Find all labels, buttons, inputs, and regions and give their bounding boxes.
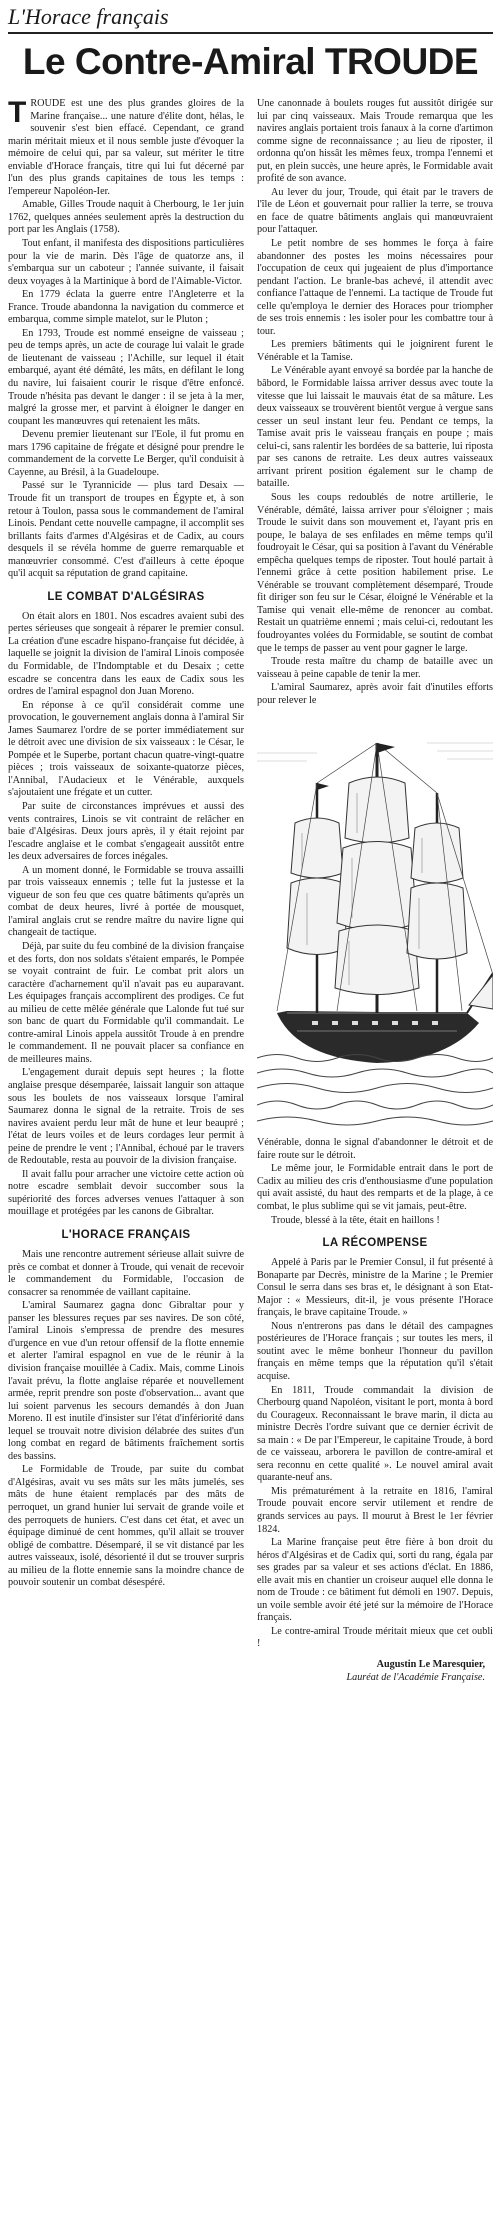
rubric-rule xyxy=(8,32,493,34)
subheading-combat: LE COMBAT D'ALGÉSIRAS xyxy=(47,590,205,603)
paragraph: Une canonnade à boulets rouges fut aussitôt dirigée sur lui par cinq vaisseaux. Mais Troude remarqua que les navires anglais portaient trois fanaux à la corne d'artimon comme signe de reconnaissance ; au lieu de riposter, il ordonna qu'on hissât les mêmes feux, trompa l'ennemi et put, en plein succès, une heure après, le Formidable avait profité de son avance. xyxy=(257,98,493,185)
three-masted-sailing-ship-icon xyxy=(257,713,493,1133)
paragraph: Le Vénérable ayant envoyé sa bordée par la hanche de bâbord, le Formidable laissa arriver dessus avec toute la vitesse que lui laissait le mauvais état de sa mâture. Les deux vaisseaux se trouvèrent bientôt vergue à vergue sans cesser un seul instant leur feu. Pendant ce temps, la Tamise avait pris le vaisseau français en poupe ; mais celui-ci, sans ralentir les bordées de sa batterie, lui riposta par ses canons de retraite. Les deux autres vaisseaux arrivant prirent position également sur le champ de bataille. xyxy=(257,365,493,490)
paragraph: Passé sur le Tyrannicide — plus tard Desaix — Troude fit un transport de troupes en Égypte et, à son retour à Toulon, passa sous le commandement de l'amiral Linois. Pendant cette nouvelle campagne, il accomplit ses brillants faits d'armes d'Algésiras et de Cadix, au cours desquels il se révéla homme de guerre remarquable et manœuvrier consommé. C'est d'ailleurs à cette époque qu'il acquit sa réputation de grand capitaine. xyxy=(8,480,244,580)
paragraph: L'amiral Saumarez, après avoir fait d'inutiles efforts pour relever le xyxy=(257,682,493,706)
author-signature xyxy=(257,1659,493,1684)
ship-engraving xyxy=(257,713,493,1133)
paragraph: Amable, Gilles Troude naquit à Cherbourg, le 1er juin 1762, quelques années seulement après la destruction du port par les Anglais (1758). xyxy=(8,199,244,236)
paragraph: En réponse à ce qu'il considérait comme une provocation, le gouvernement anglais donna à l'amiral Sir James Saumarez l'ordre de se porter immédiatement sur le détroit avec une division de six vaisseaux : le César, le Pompée et le Superbe, portant chacun quatre-vingt-quatre pièces ; trois vaisseaux de soixante-quatorze pièces, l'Annibal, l'Audacieux et le Vénérable, auxquels s'ajoutaient une frégate et un cutter. xyxy=(8,699,244,799)
subheading-recompense: LA RÉCOMPENSE xyxy=(322,1237,428,1250)
paragraph: Déjà, par suite du feu combiné de la division française et des forts, don nos soldats s'étaient emparés, le Pompée se voyait contraint de fuir. Le combat prit alors un caractère d'acharnement qu'il n'avait pas eu auparavant. Les équipages français accomplirent des prodiges. Ce fut au milieu de cette mêlée générale que Lalonde fut tué sur son banc de quart du Formidable qu'il commandait. Le contre-amiral Linois appela aussitôt Troude à en prendre le commandement. Il ne pouvait placer sa confiance en de meilleures mains. xyxy=(8,941,244,1065)
section-rubric: L'Horace français xyxy=(8,4,169,29)
paragraph: Par suite de circonstances imprévues et aussi des vents contraires, Linois se vit contraint de relâcher en baie d'Algésiras. Deux jours après, il y était rejoint par l'escadre anglaise et le combat s'engageait aussitôt entre les deux adversaires de forces inégales. xyxy=(8,800,244,863)
paragraph: Nous n'entrerons pas dans le détail des campagnes postérieures de l'Horace français ; sur toutes les mers, il soutint avec le même bonheur l'honneur du pavillon français en même temps que la réputation qu'il s'était acquise. xyxy=(257,1320,493,1382)
paragraph: L'amiral Saumarez gagna donc Gibraltar pour y panser les blessures reçues par ses navires. De son côté, l'amiral Linois s'empressa de prendre des mesures d'urgence en vue d'un retour offensif de la flotte ennemie et alerter l'amiral espagnol en vue de le réunir à la division française mouillée à Cadix. Mais, comme Linois l'avait prévu, la flotte anglaise réparée et nouvellement armée, reprit prendre son poste d'observation... avant que lui soient parvenus les secours demandés à don Juan Moreno. Il est inutile d'insister sur l'état d'infériorité dans lequel se trouvait notre division délabrée des suites d'un long combat en regard de bâtiments fraîchement sortis des bassins. xyxy=(8,1300,244,1462)
paragraph: En 1811, Troude commandait la division de Cherbourg quand Napoléon, visitant le port, monta à bord du Courageux. Reconnaissant le brave marin, il dicta au ministre Decrès l'ordre suivant que ce dernier écrivit de sa main : « De par l'Empereur, le capitaine Troude, à bord de ce vaisseau, arborera le pavillon de contre-amiral et sera reconnu en cette qualité ». Le nouvel amiral avait quarante-neuf ans. xyxy=(257,1384,493,1484)
subheading-horace: L'HORACE FRANÇAIS xyxy=(61,1229,191,1242)
paragraph: L'engagement durait depuis sept heures ; la flotte anglaise presque désemparée, laissait languir son attaque sous les boulets de nos vaisseaux lorsque l'amiral Saumarez donna le signal de la retraite. Trois de ses navires avaient perdu leur mât de hune et leur beaupré ; l'état de leurs voiles et de leurs cordages leur permit à peine de prendre le vent ; l'Annibal, échoué par le travers de Redoutable, resta au pouvoir de la division française. xyxy=(8,1067,244,1167)
paragraph: Mis prématurément à la retraite en 1816, l'amiral Troude pouvait encore servir utilement et rendre de grands services au pays. Il mourut à Brest le 1er février 1824. xyxy=(257,1485,493,1535)
drop-cap: T xyxy=(8,96,27,129)
paragraph: Vénérable, donna le signal d'abandonner le détroit et de faire route sur le détroit. xyxy=(257,1137,493,1161)
paragraph: En 1793, Troude est nommé enseigne de vaisseau ; peu de temps après, un acte de courage lui valait le grade de lieutenant de vaisseau ; l'Achille, sur lequel il était embarqué, ayant été démâté, les mâts, en défilant le long du navire, lui faisaient courir le risque d'être enfoncé. Troude n'hésita pas devant le danger : il se jeta à la mer, malgré la grosse mer, et parvint à éloigner le danger en coupant les manœuvres qui retenaient les mâts. xyxy=(8,327,244,427)
paragraph: Troude resta maître du champ de bataille avec un vaisseau à peine capable de tenir la mer. xyxy=(257,656,493,680)
author-title: Lauréat de l'Académie Française. xyxy=(346,1671,485,1683)
paragraph xyxy=(8,98,244,198)
paragraph: A un moment donné, le Formidable se trouva assailli par trois vaisseaux ennemis ; telle fut la justesse et la vigueur de son feu que ces quatre bâtiments qu'après un combat de deux heures, livré à portée de mousquet, l'amiral anglais crut se rendre maître du navire ligne qui changeait de tactique. xyxy=(8,864,244,939)
paragraph: En 1779 éclata la guerre entre l'Angleterre et la France. Troude abandonna la navigation du commerce et embarqua, comme simple matelot, sur le Pluton ; xyxy=(8,289,244,326)
article-column-right xyxy=(257,98,493,1684)
paragraph: Sous les coups redoublés de notre artillerie, le Vénérable, démâté, laissa arriver pour s'éloigner ; mais Troude le suivit dans son mouvement et, l'ayant pris en poupe, le balaya de ses enfilades en même temps qu'il foudroyait le César, qui sa position à l'avant du Vénérable empêcha quelques temps de riposter. Tout houlé partait à l'ennemi grâce à cette position habilement prise. Le Vénérable se trouvant complètement désemparé, Troude fit diriger son feu sur le César, éloigné le Vénérable et la Tamise qui venait elle-même de renoncer au combat. Restait un quatrième ennemi ; mais celui-ci, redoutant les foudroyantes volées du Formidable, se soutint de combat que le temps de passer au vent pour gagner le large. xyxy=(257,491,493,654)
paragraph: Mais une rencontre autrement sérieuse allait suivre de près ce combat et donner à Troude, qui venait de recevoir le commandement du Formidable, l'occasion de consacrer sa renommée de vaillant capitaine. xyxy=(8,1249,244,1298)
paragraph: Troude, blessé à la tête, était en haillons ! xyxy=(271,1214,440,1226)
paragraph: Il avait fallu pour arracher une victoire cette action où notre escadre semblait devoir succomber sous la supériorité des forces adverses venues l'attaquer à son mouillage et protégées par les canons de Gibraltar. xyxy=(8,1168,244,1218)
paragraph: Les premiers bâtiments qui le joignirent furent le Vénérable et la Tamise. xyxy=(257,339,493,363)
paragraph: Le contre-amiral Troude méritait mieux que cet oubli ! xyxy=(257,1625,493,1650)
article-column-left xyxy=(8,98,244,1591)
paragraph: On était alors en 1801. Nos escadres avaient subi des pertes sérieuses que songeait à réparer le premier consul. La création d'une escadre hispano-française fut décidée, à laquelle se joignit la division de l'amiral Linois composée du Formidable, de l'Indomptable et du Desaix ; cette escadre se concentra dans les eaux de Cadix sous les ordres de l'amiral espagnol don Juan Moreno. xyxy=(8,610,244,698)
paragraph-text: ROUDE est une des plus grandes gloires de la Marine française... une nature d'élite dont, hélas, le souvenir s'est bien effacé. Cependant, ce grand marin méritait mieux et il nous semble juste d'évoquer la mémoire de celui qui, par sa valeur, sut mériter le titre enviable d'Horace français, titre qui lui fut décerné par l'un des plus grands capitaines de tous les temps : l'empereur Napoléon-Ier. xyxy=(8,98,244,197)
paragraph: Devenu premier lieutenant sur l'Eole, il fut promu en mars 1796 capitaine de frégate et désigné pour prendre le commandement de la corvette Le Berger, qu'il conduisit à Cayenne, au Brésil, à la Guadeloupe. xyxy=(8,429,244,478)
paragraph: Le Formidable de Troude, par suite du combat d'Algésiras, avait vu ses mâts sur les mâts jumelés, ses mâts de hune étaient remplacés par des mâts de perroquet, un grand hunier lui servait de grande voile et des perroquets de huniers. C'est dans cet état, et avec un équipage diminué de cent hommes, qu'il allait se trouver obligé de combattre. Désemparé, il se vit distancé par les autres vaisseaux, isolé, désorienté il dut se trouver surpris au milieu de la flotte ennemie sans la moindre chance de pouvoir soutenir un combat désespéré. xyxy=(8,1464,244,1589)
paragraph: Tout enfant, il manifesta des dispositions particulières pour la vie de marin. Dès l'âge de quatorze ans, il s'embarqua sur un caboteur ; l'année suivante, il faisait deux voyages à la Martinique à bord de l'Aimable-Victor. xyxy=(8,238,244,287)
paragraph: Au lever du jour, Troude, qui était par le travers de l'île de Léon et gouvernait pour rallier la terre, se trouva en face de quatre bâtiments anglais qui manœuvraient pour l'attaquer. xyxy=(257,186,493,236)
paragraph: Appelé à Paris par le Premier Consul, il fut présenté à Bonaparte par Decrès, ministre de la Marine ; le Premier Consul le serra dans ses bras et, le désignant à son Etat-Major : « Messieurs, dit-il, je vous présente l'Horace français, le brave capitaine Troude. » xyxy=(257,1257,493,1319)
paragraph: La Marine française peut être fière à bon droit du héros d'Algésiras et de Cadix qui, sorti du rang, égala par ses grades par sa valeur et ses actions d'éclat. En 1886, elle avait mis en chantier un croiseur auquel elle donna le nom de Troude : ce bâtiment fut démoli en 1907. Depuis, un voile semble avoir été jeté sur la mémoire de l'Horace français. xyxy=(257,1537,493,1624)
paragraph: Le même jour, le Formidable entrait dans le port de Cadix au milieu des cris d'enthousiasme d'une population qui avait assisté, du haut des remparts et de la plage, à ce combat, le plus sublime qui se vit jamais, peut-être. xyxy=(257,1163,493,1212)
paragraph: Le petit nombre de ses hommes le força à faire abandonner des postes les moins nécessaires pour l'occupation de ceux qui jugeaient de plus d'importance pendant l'action. Le branle-bas achevé, il attendit avec confiance l'attaque de l'ennemi. La tactique de Troude fut celle qu'employa le dernier des Horaces pour triompher de ses trois ennemis : les isoler pour les combattre tour à tour. xyxy=(257,238,493,337)
article-headline: Le Contre-Amiral TROUDE xyxy=(22,41,479,82)
author-name: Augustin Le Maresquier, xyxy=(376,1659,485,1671)
